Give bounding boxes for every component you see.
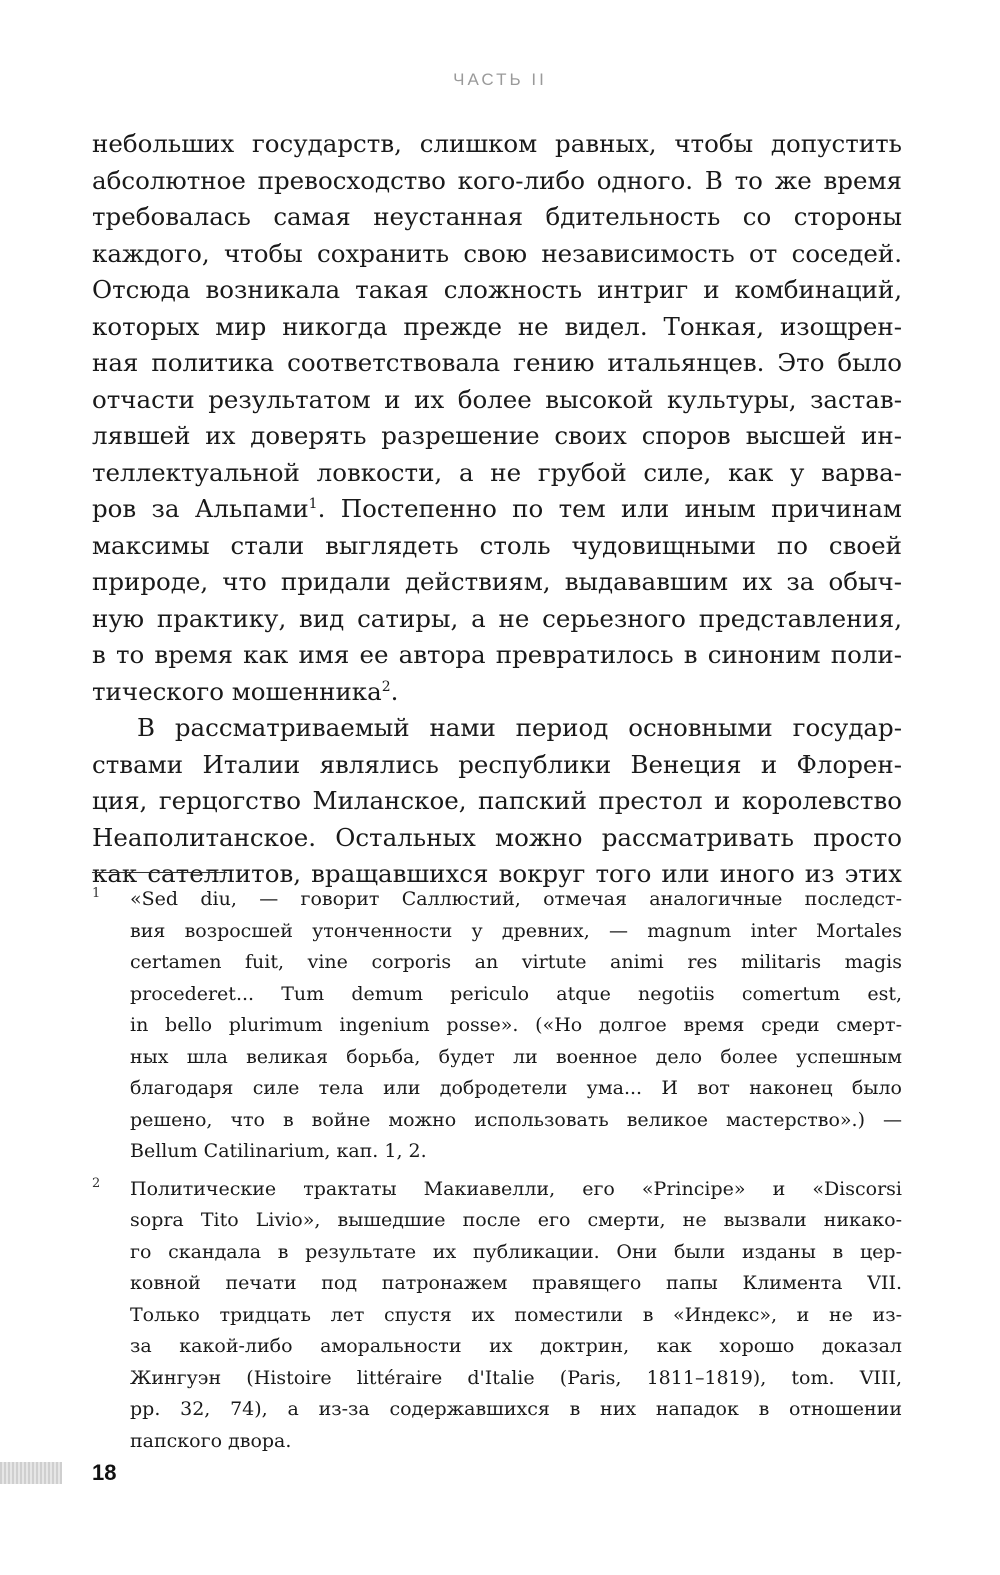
footnote-line: Bellum Catilinarium, кап. 1, 2. [130,1140,427,1162]
text-line: небольших государств, слишком равных, чтобы допустить [92,129,902,158]
footnote-1 [92,884,902,1168]
footnote-line: certamen fuit, vine corporis an virtute animi res militaris magis [130,951,902,973]
footnote-line: ных шла великая борьба, будет ли военное дело более успешным [130,1045,902,1068]
text-line: ция, герцогство Миланское, папский престол и королевство [92,786,902,815]
body-text [92,126,902,893]
text-line: природе, что придали действиям, выдававшим их за обыч- [92,567,902,596]
text-line: лявшей их доверять разрешение своих споров высшей ин- [92,421,902,450]
text-line: которых мир никогда прежде не видел. Тонкая, изощрен- [92,311,902,341]
text-line: максимы стали выглядеть столь чудовищными по своей [92,530,902,560]
text-segment: ров за Альпами [92,494,309,523]
footnote-line: благодаря силе тела или добродетели ума... И вот наконец было [130,1077,902,1099]
footnote-line: pp. 32, 74), а из-за содержавшихся в них нападок в отношении [130,1398,902,1420]
text-line: теллектуальной ловкости, а не грубой силе, как у варва- [92,457,902,487]
footnote-line: procederet... Tum demum periculo atque negotiis comertum est, [130,982,902,1005]
footnote-line: Политические трактаты Макиавелли, его «Principe» и «Discorsi [130,1177,902,1200]
footnote-number: 1 [92,886,101,901]
footnote-line: решено, что в войне можно использовать великое мастерство».) — [130,1108,902,1131]
text-line: Неаполитанское. Остальных можно рассматривать просто [92,822,902,852]
footnote-ref-2[interactable]: 2 [381,678,391,695]
text-line: отчасти результатом и их более высокой культуры, застав- [92,384,902,414]
text-line: ная политика соответствовала гению итальянцев. Это было [92,348,902,377]
footnote-line: вия возросшей утонченности у древних, — magnum inter Mortales [130,919,902,942]
footnote-line: sopra Tito Livio», вышедшие после его смерти, не вызвали никако- [130,1209,902,1231]
text-line: ствами Италии являлись республики Венеция и Флорен- [92,749,902,779]
footnote-line: папского двора. [130,1429,292,1452]
running-head: ЧАСТЬ II [453,70,547,89]
footnote-line: го скандала в результате их публикации. Они были изданы в цер- [130,1240,902,1263]
footnote-line: «Sed diu, — говорит Саллюстий, отмечая аналогичные последст- [130,888,902,910]
text-line: Отсюда возникала такая сложность интриг и комбинаций, [92,275,902,304]
page-number: 18 [92,1460,117,1485]
footnote-line: за какой-либо аморальности их доктрин, как хорошо доказал [130,1335,902,1357]
text-line: каждого, чтобы сохранить свою независимость от соседей. [92,238,902,268]
footnote-line: in bello plurimum ingenium posse». («Но долгое время среди смерт- [130,1014,902,1036]
text-line: как сателлитов, вращавшихся вокруг того или иного из этих [92,859,902,888]
text-line: требовалась самая неустанная бдительность со стороны [92,202,902,231]
text-line-with-ref [92,674,902,711]
footnote-divider [92,872,227,873]
text-line-with-ref [92,491,902,528]
text-segment: . [390,676,399,706]
footnote-ref-1[interactable]: 1 [308,495,318,512]
footnotes [92,884,902,1463]
footnote-2 [92,1174,902,1458]
footnote-number: 2 [92,1175,101,1191]
footnote-line: Только тридцать лет спустя их поместили в «Индекс», и не из- [130,1303,902,1326]
text-segment: тического мошенника [92,676,382,706]
footnote-line: ковной печати под патронажем правящего папы Климента VII. [130,1272,902,1294]
text-line: ную практику, вид сатиры, а не серьезного представления, [92,603,902,633]
text-line: В рассматриваемый нами период основными государ- [137,713,902,742]
text-line: абсолютное превосходство кого-либо одного. В то же время [92,165,902,195]
text-segment: . Постепенно по тем или иным причинам [317,494,902,523]
scan-edge-mark [0,1462,62,1484]
footnote-line: Жингуэн (Histoire littéraire d'Italie (Paris, 1811–1819), tom. VIII, [130,1366,902,1389]
text-line: в то время как имя ее автора превратилось в синоним поли- [92,640,902,669]
